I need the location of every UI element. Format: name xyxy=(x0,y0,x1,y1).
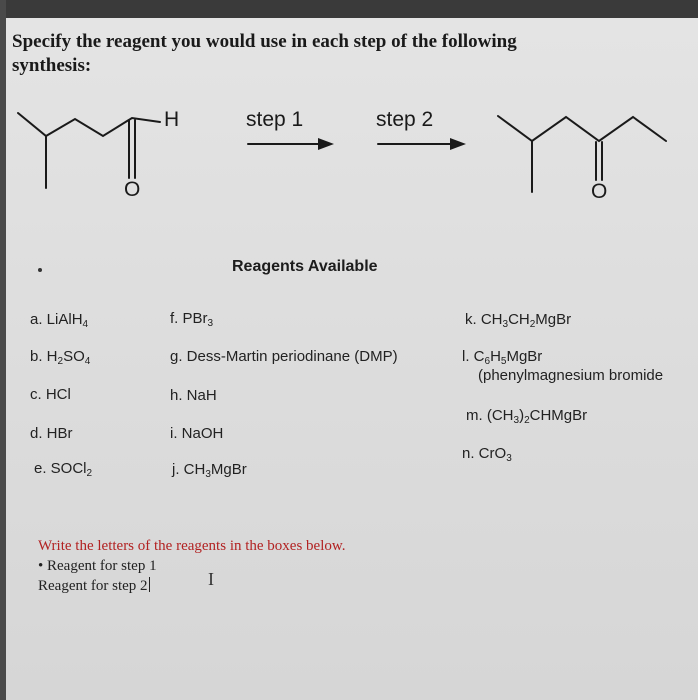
reagent-l-sub2: 5 xyxy=(500,356,507,367)
stray-dot xyxy=(38,268,42,272)
answer-step2-row[interactable] xyxy=(38,576,346,596)
reaction-scheme xyxy=(0,96,698,216)
answer-bullet: • xyxy=(38,558,44,574)
reagent-k xyxy=(465,311,571,334)
reagent-k-post: MgBr xyxy=(535,311,572,328)
question-line-1: Specify the reagent you would use in each step of the following xyxy=(12,31,517,52)
reagent-a-sub: 4 xyxy=(82,319,89,330)
reagent-b-mid: SO xyxy=(63,348,85,365)
reagent-k-sub2: 2 xyxy=(529,319,536,330)
step1-arrow-head xyxy=(318,138,334,150)
reagent-l-text: l. C xyxy=(462,348,485,365)
photo-top-edge xyxy=(0,0,698,20)
reagent-m-post: CHMgBr xyxy=(529,407,588,424)
reagent-j-post: MgBr xyxy=(210,461,247,478)
question-line-2: synthesis: xyxy=(12,55,92,76)
reagent-h: h. NaH xyxy=(170,387,217,404)
answer-instruction: Write the letters of the reagents in the boxes below. xyxy=(38,538,346,554)
reagent-k-text: k. CH xyxy=(465,311,503,328)
reagent-a-text: a. LiAlH xyxy=(30,311,83,328)
reagent-m-sub2: 2 xyxy=(524,415,530,426)
ketone-skeleton xyxy=(498,116,666,141)
reagent-k-sub1: 3 xyxy=(502,319,509,330)
step2-label: step 2 xyxy=(376,108,434,131)
answer-area xyxy=(38,536,346,596)
reagent-i: i. NaOH xyxy=(170,425,224,442)
reagent-c: c. HCl xyxy=(30,386,71,403)
reagent-d: d. HBr xyxy=(30,425,73,442)
reagent-l-sub1: 6 xyxy=(484,356,491,367)
reagent-b xyxy=(30,348,90,371)
reagent-l-mid: H xyxy=(490,348,501,365)
reagent-b-text: b. H xyxy=(30,348,58,365)
aldehyde-h-label: H xyxy=(164,108,180,131)
reagent-b-sub1: 2 xyxy=(57,356,64,367)
reagent-e-text: e. SOCl xyxy=(34,460,87,477)
reagent-g: g. Dess-Martin periodinane (DMP) xyxy=(170,348,398,365)
reagent-n-text: n. CrO xyxy=(462,445,507,462)
reagent-f-sub: 3 xyxy=(207,318,214,329)
reagent-e xyxy=(34,460,92,483)
reagent-j-sub: 3 xyxy=(205,469,211,480)
question-text xyxy=(12,30,612,78)
ibeam-cursor-icon: I xyxy=(208,569,214,589)
reagent-m-text: m. (CH xyxy=(466,407,514,424)
reagent-m xyxy=(466,407,587,430)
ketone-oxygen-label: O xyxy=(591,180,608,203)
reagent-k-mid: CH xyxy=(508,311,530,328)
reagent-j-text: j. CH xyxy=(172,461,206,478)
reagent-m-mid: ) xyxy=(519,407,525,424)
reagent-n-sub: 3 xyxy=(506,453,512,464)
step2-arrow-head xyxy=(450,138,466,150)
reagent-e-sub: 2 xyxy=(86,468,93,479)
answer-step2-label: Reagent for step 2 xyxy=(38,578,148,594)
reagent-a xyxy=(30,311,88,334)
reagent-b-sub2: 4 xyxy=(84,356,91,367)
aldehyde-oxygen-label: O xyxy=(124,178,141,201)
text-cursor xyxy=(149,577,150,592)
reagent-f-text: f. PBr xyxy=(170,310,208,327)
aldehyde-skeleton xyxy=(18,113,160,136)
reagent-j xyxy=(172,461,247,484)
reagent-n xyxy=(462,445,512,468)
reagent-f xyxy=(170,310,213,333)
answer-step1-row[interactable] xyxy=(38,556,346,576)
reagent-l-post: MgBr xyxy=(506,348,543,365)
reagents-title: Reagents Available xyxy=(232,258,378,275)
reagent-m-sub1: 3 xyxy=(513,415,520,426)
step1-label: step 1 xyxy=(246,108,304,131)
reagent-l-note: (phenylmagnesium bromide xyxy=(478,367,664,384)
answer-step1-label: Reagent for step 1 xyxy=(47,558,157,574)
